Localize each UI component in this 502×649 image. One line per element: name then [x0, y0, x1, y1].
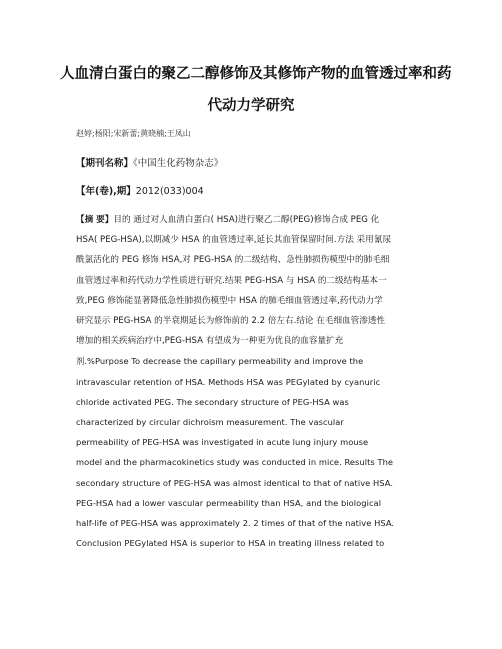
abstract-line: half-life of PEG-HSA was approximately 2. 2 times of that of the native HSA.	[76, 518, 395, 529]
abstract-line: characterized by circular dichroism measurement. The vascular	[76, 417, 344, 428]
abstract-line: 研究显示 PEG-HSA 的半衰期延长为修饰前的 2.2 倍左右.结论 在毛细血管渗透性	[76, 316, 386, 327]
abstract-line: PEG-HSA had a lower vascular permeability than HSA, and the biological	[76, 497, 382, 508]
abstract-line: 血管透过率和药代动力学性质进行研究.结果 PEG-HSA 与 HSA 的二级结构基本一	[76, 275, 387, 286]
title-line-2: 代动力学研究	[207, 98, 295, 114]
abstract-line: 剂.%Purpose To decrease the capillary permeability and improve the	[76, 356, 364, 367]
abstract-line: 酰氯活化的 PEG 修饰 HSA,对 PEG-HSA 的二级结构、急性肺损伤模型中的肺毛细	[76, 255, 390, 266]
journal-value: 《中国生化药物杂志》	[133, 158, 224, 169]
issue-line	[76, 183, 204, 197]
document-title	[60, 58, 452, 122]
abstract-line: 增加的相关疾病治疗中,PEG-HSA 有望成为一种更为优良的血容量扩充	[76, 336, 344, 347]
abstract	[76, 210, 436, 553]
issue-label: 【年(卷),期】	[76, 186, 136, 197]
abstract-line: chloride activated PEG. The secondary structure of PEG-HSA was	[76, 396, 349, 407]
abstract-line: Conclusion PEGylated HSA is superior to HSA in treating illness related to	[76, 538, 385, 549]
abstract-line: HSA( PEG-HSA),以期减少 HSA 的血管透过率,延长其血管保留时间.方法 采用氰尿	[76, 235, 391, 246]
abstract-label: 【摘 要】	[76, 215, 114, 225]
abstract-line-1	[76, 210, 436, 230]
abstract-line: 致,PEG 修饰能显著降低急性肺损伤模型中 HSA 的肺毛细血管透过率,药代动力学	[76, 295, 383, 306]
title-line-1: 人血清白蛋白的聚乙二醇修饰及其修饰产物的血管透过率和药	[60, 66, 452, 82]
abstract-text: 目的 通过对人血清白蛋白( HSA)进行聚乙二醇(PEG)修饰合成 PEG 化	[113, 215, 380, 225]
abstract-line: secondary structure of PEG-HSA was almost identical to that of native HSA.	[76, 477, 394, 488]
journal-line	[76, 155, 223, 169]
abstract-line: model and the pharmacokinetics study was conducted in mice. Results The	[76, 457, 394, 468]
abstract-line: permeability of PEG-HSA was investigated in acute lung injury mouse	[76, 437, 369, 448]
journal-label: 【期刊名称】	[76, 158, 134, 169]
abstract-line: intravascular retention of HSA. Methods HSA was PEGylated by cyanuric	[76, 376, 381, 387]
issue-value: 2012(033)004	[135, 186, 204, 197]
authors: 赵婷;杨阳;宋新蕾;黄晓楠;王凤山	[76, 129, 191, 138]
